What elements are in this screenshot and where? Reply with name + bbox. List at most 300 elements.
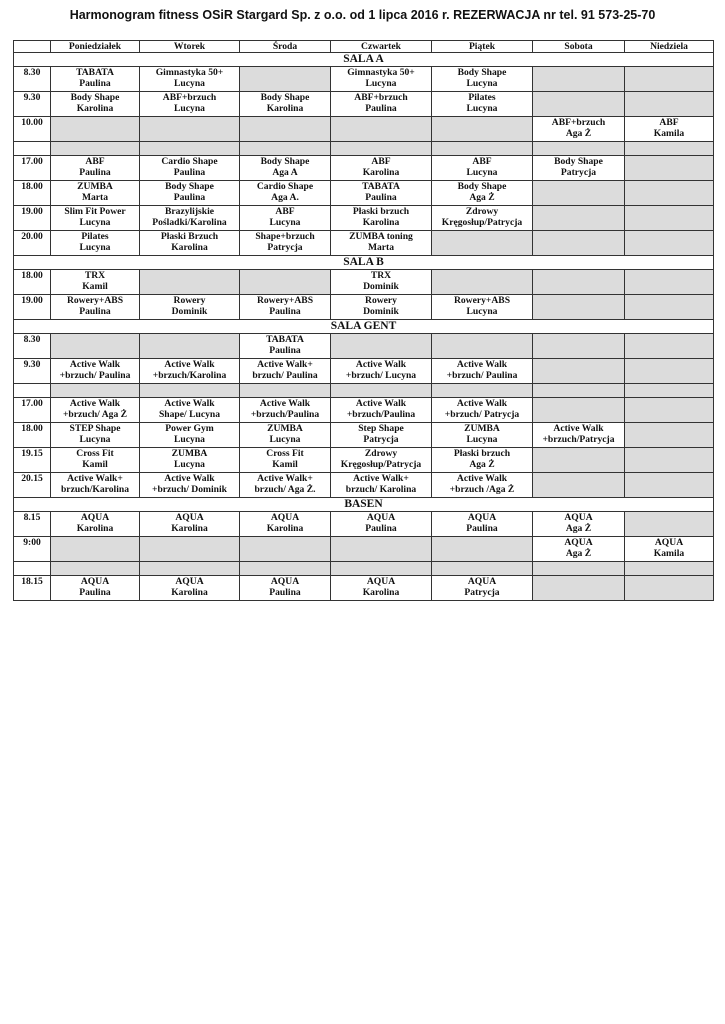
empty-cell [51,142,140,156]
instructor-name: Lucyna [466,78,498,89]
instructor-name: Karolina [171,587,208,598]
class-name: Płaski Brzuch [160,231,219,242]
day-header: Wtorek [140,41,240,53]
empty-cell [432,270,533,295]
class-cell [432,295,533,320]
empty-cell [625,576,714,601]
class-name: Pilates [468,92,496,103]
table-row [14,537,714,562]
class-cell [140,359,240,384]
section-title: SALA A [14,53,714,67]
class-name: AQUA [270,512,300,523]
empty-cell [625,448,714,473]
class-name: Active Walk [69,359,121,370]
instructor-name: Paulina [466,523,498,534]
class-name: Body Shape [457,181,507,192]
header-row [14,41,714,53]
empty-cell [432,384,533,398]
class-cell [240,295,331,320]
table-row [14,67,714,92]
time-cell: 18.00 [14,270,51,295]
class-cell [51,231,140,256]
class-name: Rowery [173,295,206,306]
class-name: Active Walk [164,398,215,409]
class-cell [432,473,533,498]
class-cell [331,473,432,498]
empty-cell [140,270,240,295]
empty-cell [140,117,240,142]
class-name: TABATA [362,181,400,192]
class-cell [51,576,140,601]
time-cell: 9.30 [14,359,51,384]
class-name: Płaski brzuch [453,448,511,459]
class-cell [51,206,140,231]
class-cell [432,67,533,92]
day-header: Piątek [432,41,533,53]
class-cell [625,537,714,562]
instructor-name: Paulina [269,306,301,317]
class-name: Power Gym [165,423,214,434]
class-cell [51,512,140,537]
class-name: ZUMBA [464,423,500,434]
section-header-row [14,320,714,334]
class-name: Slim Fit Power [64,206,126,217]
class-cell [432,576,533,601]
instructor-name: Kamil [82,281,108,292]
class-name: Zdrowy [364,448,398,459]
empty-cell [140,537,240,562]
schedule-body [14,53,714,601]
instructor-name: +brzuch/ Paulina [59,370,131,381]
class-cell [51,398,140,423]
class-cell [51,473,140,498]
class-name: Active Walk [553,423,604,434]
class-name: AQUA [564,537,593,548]
class-name: Step Shape [358,423,404,434]
empty-cell [533,576,625,601]
instructor-name: brzuch/ Paulina [252,370,318,381]
instructor-name: Lucyna [466,306,498,317]
instructor-name: Karolina [266,523,304,534]
instructor-name: Karolina [266,103,304,114]
class-cell [51,295,140,320]
table-row [14,142,714,156]
empty-cell [240,117,331,142]
class-name: TABATA [266,334,304,345]
section-header-row [14,256,714,270]
class-cell [533,537,625,562]
instructor-name: Aga Ż [469,459,495,470]
empty-cell [51,562,140,576]
class-cell [140,67,240,92]
class-name: Body Shape [457,67,507,78]
class-cell [51,423,140,448]
class-name: Cross Fit [266,448,304,459]
class-cell [432,359,533,384]
class-cell [51,359,140,384]
class-cell [140,512,240,537]
class-cell [331,231,432,256]
instructor-name: Marta [367,242,395,253]
empty-cell [140,384,240,398]
instructor-name: Kamil [82,459,108,470]
class-name: Body Shape [165,181,214,192]
time-cell: 18.15 [14,576,51,601]
time-cell: 10.00 [14,117,51,142]
instructor-name: Lucyna [269,217,301,228]
empty-cell [331,537,432,562]
section-header-row [14,498,714,512]
time-cell: 9.30 [14,92,51,117]
class-cell [140,156,240,181]
class-name: AQUA [80,576,110,587]
class-name: Active Walk [69,398,121,409]
class-name: STEP Shape [69,423,121,434]
class-cell [51,181,140,206]
instructor-name: Karolina [362,217,400,228]
empty-cell [625,359,714,384]
empty-cell [240,67,331,92]
instructor-name: Aga Ż [565,128,592,139]
time-cell [14,562,51,576]
class-cell [432,512,533,537]
class-cell [140,576,240,601]
class-cell [240,181,331,206]
class-name: AQUA [564,512,593,523]
empty-cell [625,398,714,423]
time-cell: 8.15 [14,512,51,537]
empty-cell [625,142,714,156]
instructor-name: +brzuch/ Lucyna [345,370,417,381]
empty-cell [51,117,140,142]
class-name: AQUA [270,576,300,587]
empty-cell [625,92,714,117]
instructor-name: Paulina [173,167,206,178]
class-cell [240,359,331,384]
instructor-name: Lucyna [174,434,205,445]
instructor-name: Kręgosłup/Patrycja [441,217,523,228]
class-cell [432,423,533,448]
class-cell [240,231,331,256]
class-name: AQUA [366,576,396,587]
empty-cell [140,334,240,359]
empty-cell [51,384,140,398]
instructor-name: Dominik [363,306,399,317]
class-name: Active Walk+ [257,473,313,484]
class-cell [432,181,533,206]
class-cell [240,206,331,231]
instructor-name: Lucyna [174,78,205,89]
time-cell: 8.30 [14,67,51,92]
class-name: ABF [85,156,105,167]
table-row [14,206,714,231]
instructor-name: Patrycja [363,434,399,445]
empty-cell [240,537,331,562]
instructor-name: Lucyna [79,217,111,228]
class-cell [331,512,432,537]
empty-cell [533,384,625,398]
class-name: Płaski brzuch [352,206,410,217]
class-cell [533,423,625,448]
class-cell [432,448,533,473]
instructor-name: +brzuch/Karolina [152,370,227,381]
empty-cell [240,270,331,295]
empty-cell [51,334,140,359]
empty-cell [533,398,625,423]
instructor-name: Kamil [272,459,298,470]
instructor-name: Lucyna [466,167,498,178]
page-title: Harmonogram fitness OSiR Stargard Sp. z o.o. od 1 lipca 2016 r. REZERWACJA nr tel. 91 573-25-70 [69,8,656,22]
class-name: ZUMBA toning [349,231,413,242]
class-name: ZUMBA [77,181,113,192]
instructor-name: Paulina [365,103,397,114]
instructor-name: Lucyna [174,459,205,470]
instructor-name: Lucyna [79,434,111,445]
instructor-name: Paulina [79,587,111,598]
empty-cell [240,142,331,156]
schedule-table [13,40,714,601]
instructor-name: Pośladki/Karolina [152,217,227,228]
empty-cell [625,334,714,359]
time-header [14,41,51,53]
table-row [14,92,714,117]
class-cell [51,92,140,117]
class-name: Active Walk+ [257,359,313,370]
class-name: AQUA [467,512,497,523]
time-cell: 8.30 [14,334,51,359]
instructor-name: +brzuch/ Patrycja [444,409,520,420]
class-cell [533,117,625,142]
empty-cell [625,231,714,256]
instructor-name: Kamila [653,548,685,559]
class-cell [331,67,432,92]
empty-cell [140,142,240,156]
class-name: Body Shape [260,156,310,167]
instructor-name: Karolina [76,523,114,534]
instructor-name: Paulina [365,192,397,203]
empty-cell [533,67,625,92]
time-cell: 19.00 [14,206,51,231]
table-row [14,448,714,473]
instructor-name: Karolina [76,103,114,114]
table-row [14,181,714,206]
section-header-row [14,53,714,67]
empty-cell [625,473,714,498]
class-cell [240,156,331,181]
class-cell [240,92,331,117]
empty-cell [240,562,331,576]
class-name: AQUA [654,537,684,548]
empty-cell [533,206,625,231]
instructor-name: Karolina [362,167,400,178]
empty-cell [533,92,625,117]
class-cell [331,359,432,384]
empty-cell [432,562,533,576]
instructor-name: Karolina [362,587,400,598]
class-cell [331,423,432,448]
class-name: Active Walk [164,473,215,484]
table-row [14,384,714,398]
day-header: Czwartek [331,41,432,53]
time-cell: 18.00 [14,423,51,448]
empty-cell [331,142,432,156]
class-name: Active Walk [456,398,508,409]
class-cell [140,295,240,320]
table-row [14,231,714,256]
class-name: Active Walk+ [67,473,123,484]
empty-cell [625,67,714,92]
class-cell [331,576,432,601]
class-cell [432,92,533,117]
class-name: Shape+brzuch [255,231,315,242]
empty-cell [533,231,625,256]
table-row [14,473,714,498]
class-name: ABF+brzuch [354,92,408,103]
empty-cell [625,384,714,398]
empty-cell [331,334,432,359]
instructor-name: Paulina [173,192,206,203]
class-name: ABF+brzuch [162,92,217,103]
empty-cell [533,270,625,295]
class-cell [140,448,240,473]
class-cell [140,231,240,256]
class-name: ABF [472,156,492,167]
empty-cell [240,384,331,398]
empty-cell [533,359,625,384]
empty-cell [625,295,714,320]
table-row [14,295,714,320]
instructor-name: Aga A. [271,192,299,203]
empty-cell [625,512,714,537]
time-cell: 18.00 [14,181,51,206]
instructor-name: Marta [81,192,109,203]
instructor-name: +brzuch/ Aga Ż [62,409,128,420]
time-cell: 19.15 [14,448,51,473]
time-cell: 20.15 [14,473,51,498]
instructor-name: Kamila [653,128,685,139]
class-name: Zdrowy [465,206,499,217]
instructor-name: +brzuch/ Paulina [446,370,518,381]
class-cell [331,181,432,206]
instructor-name: Kręgosłup/Patrycja [340,459,422,470]
instructor-name: Lucyna [269,434,301,445]
class-name: AQUA [467,576,497,587]
class-cell [51,270,140,295]
class-name: AQUA [80,512,110,523]
instructor-name: Aga Ż [565,548,592,559]
class-cell [51,156,140,181]
empty-cell [432,537,533,562]
instructor-name: Patrycja [267,242,303,253]
class-cell [140,206,240,231]
class-name: Body Shape [554,156,603,167]
section-title: SALA B [14,256,714,270]
class-name: Cardio Shape [256,181,314,192]
empty-cell [625,206,714,231]
instructor-name: Dominik [171,306,208,317]
class-name: Cross Fit [76,448,114,459]
instructor-name: Lucyna [79,242,111,253]
class-name: Pilates [81,231,109,242]
empty-cell [51,537,140,562]
time-cell [14,384,51,398]
instructor-name: Karolina [171,242,208,253]
empty-cell [432,142,533,156]
section-title: SALA GENT [14,320,714,334]
class-name: TRX [84,270,106,281]
class-cell [331,295,432,320]
table-row [14,334,714,359]
empty-cell [533,562,625,576]
empty-cell [625,156,714,181]
class-cell [140,181,240,206]
class-cell [625,117,714,142]
instructor-name: Paulina [365,523,397,534]
class-name: AQUA [175,576,204,587]
instructor-name: Aga Ż [565,523,592,534]
day-header: Poniedziałek [51,41,140,53]
instructor-name: Karolina [171,523,208,534]
class-name: ABF [275,206,295,217]
time-cell: 9:00 [14,537,51,562]
class-name: ZUMBA [171,448,208,459]
time-cell: 17.00 [14,156,51,181]
table-row [14,576,714,601]
class-cell [140,423,240,448]
class-cell [331,156,432,181]
class-name: Body Shape [70,92,120,103]
class-name: Rowery+ABS [256,295,314,306]
time-cell: 19.00 [14,295,51,320]
instructor-name: Paulina [79,167,111,178]
class-cell [240,334,331,359]
class-cell [140,92,240,117]
class-name: Active Walk [456,473,508,484]
class-cell [331,448,432,473]
class-name: AQUA [175,512,204,523]
instructor-name: +brzuch/Paulina [250,409,320,420]
empty-cell [533,181,625,206]
class-name: AQUA [366,512,396,523]
class-name: Rowery+ABS [453,295,511,306]
instructor-name: Shape/ Lucyna [158,409,221,420]
class-name: Active Walk+ [353,473,409,484]
empty-cell [331,562,432,576]
class-cell [240,448,331,473]
class-name: Active Walk [355,398,407,409]
class-cell [240,576,331,601]
instructor-name: Paulina [79,78,111,89]
class-name: Rowery [365,295,397,306]
table-row [14,270,714,295]
empty-cell [140,562,240,576]
time-cell: 17.00 [14,398,51,423]
empty-cell [533,448,625,473]
class-name: ABF [371,156,391,167]
class-name: Active Walk [259,398,311,409]
instructor-name: Aga A [272,167,298,178]
class-cell [331,92,432,117]
instructor-name: brzuch/Karolina [60,484,130,495]
instructor-name: +brzuch /Aga Ż [449,484,515,495]
instructor-name: Lucyna [466,434,498,445]
day-header: Niedziela [625,41,714,53]
instructor-name: +brzuch/Paulina [346,409,416,420]
empty-cell [625,562,714,576]
instructor-name: +brzuch/ Dominik [151,484,228,495]
empty-cell [533,334,625,359]
empty-cell [533,142,625,156]
